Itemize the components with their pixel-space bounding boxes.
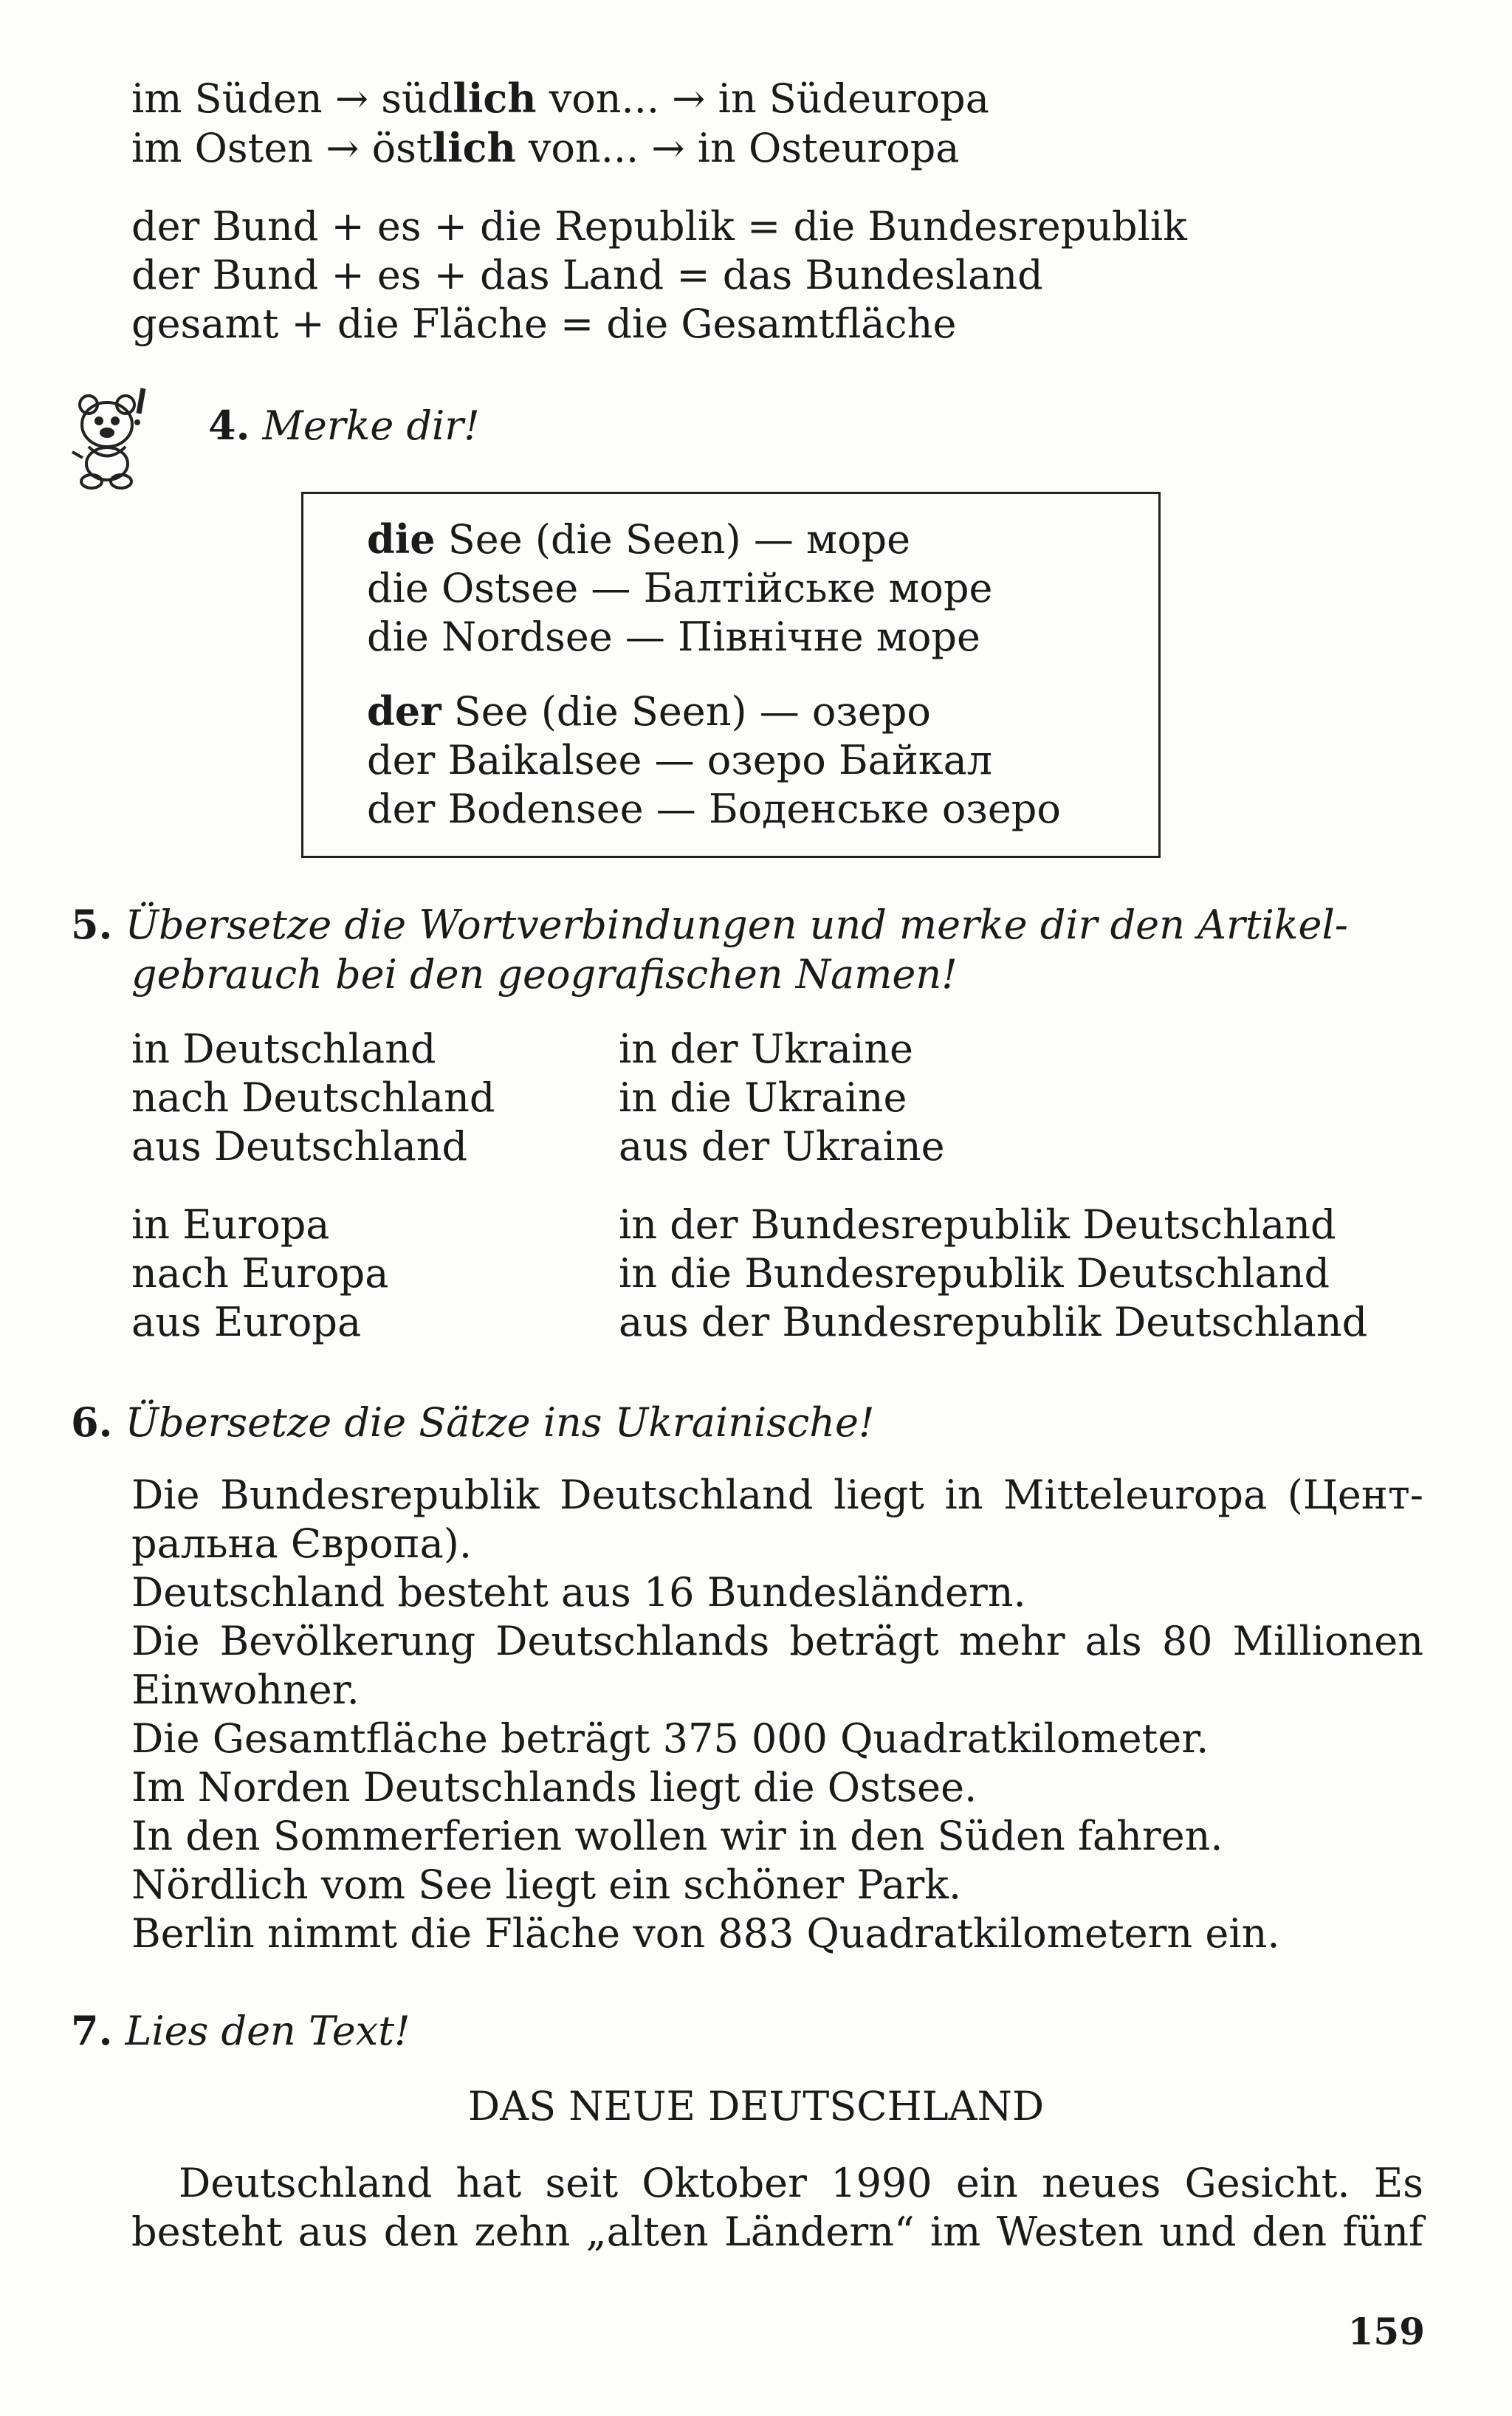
compound-line: der Bund + es + das Land = das Bundesland bbox=[131, 252, 1043, 298]
exercise-5-header: 5. Übersetze die Wortverbindungen und merke dir den Artikel- bbox=[71, 901, 1349, 948]
sentence: Nördlich vom See liegt ein schöner Park. bbox=[131, 1861, 962, 1908]
sentence: Die Gesamtfläche beträgt 375 000 Quadratkilometer. bbox=[131, 1715, 1209, 1762]
compound-line: der Bund + es + die Republik = die Bundesrepublik bbox=[131, 203, 1187, 250]
sentence: Im Norden Deutschlands liegt die Ostsee. bbox=[131, 1764, 977, 1811]
compound-line: gesamt + die Fläche = die Gesamtfläche bbox=[131, 301, 957, 347]
reading-text bbox=[131, 2159, 1423, 2257]
vocabulary-box bbox=[301, 492, 1161, 858]
sentence: In den Sommerferien wollen wir in den Süden fahren. bbox=[131, 1813, 1223, 1859]
reading-text-title: DAS NEUE DEUTSCHLAND bbox=[467, 2083, 1045, 2130]
compass-line: im Osten → östlich von... → in Osteuropa bbox=[131, 124, 960, 171]
box-group-lake: der See (die Seen) — озеро der Baikalsee — озеро Байкал der Bodensee — Боденське озеро bbox=[367, 687, 1061, 832]
exercise-6-header: 6. Übersetze die Sätze ins Ukrainische! bbox=[71, 1399, 875, 1446]
exercise-5-header-cont: gebrauch bei den geografischen Namen! bbox=[131, 951, 958, 998]
text-line: Deutschland hat seit Oktober 1990 ein neues Gesicht. Es bbox=[179, 2160, 1423, 2206]
ex5-right-group-1: in der Ukraine in die Ukraine aus der Ukraine bbox=[619, 1026, 945, 1170]
exercise-4-header: 4. Merke dir! bbox=[208, 402, 480, 449]
sentence: Einwohner. bbox=[131, 1667, 360, 1713]
sentence: Berlin nimmt die Fläche von 883 Quadratkilometern ein. bbox=[131, 1910, 1280, 1957]
page-number: 159 bbox=[1347, 2310, 1425, 2353]
sentence: Die Bevölkerung Deutschlands beträgt mehr als 80 Millionen bbox=[131, 1618, 1423, 1664]
compass-block bbox=[131, 74, 989, 173]
ex5-left-group-1: in Deutschland nach Deutschland aus Deutschland bbox=[131, 1026, 495, 1170]
sentence: Die Bundesrepublik Deutschland liegt in Mitteleuropa (Цент- bbox=[131, 1472, 1423, 1518]
bear-mascot-icon bbox=[66, 384, 155, 495]
compound-block bbox=[131, 202, 1187, 349]
text-line: besteht aus den zehn „alten Ländern“ im Westen und den fünf bbox=[131, 2209, 1423, 2255]
compass-line: im Süden → südlich von... → in Südeuropa bbox=[131, 75, 989, 122]
box-group-sea: die See (die Seen) — море die Ostsee — Балтійське море die Nordsee — Північне море bbox=[367, 515, 993, 660]
sentence: Deutschland besteht aus 16 Bundesländern. bbox=[131, 1569, 1026, 1616]
ex5-left-group-2: in Europa nach Europa aus Europa bbox=[131, 1201, 389, 1345]
sentence: ральна Європа). bbox=[131, 1520, 472, 1567]
exercise-7-header: 7. Lies den Text! bbox=[71, 2007, 410, 2054]
ex6-sentences bbox=[131, 1471, 1423, 1958]
ex5-right-group-2: in der Bundesrepublik Deutschland in die Bundesrepublik Deutschland aus der Bundesrepublik Deutschland bbox=[619, 1201, 1368, 1345]
